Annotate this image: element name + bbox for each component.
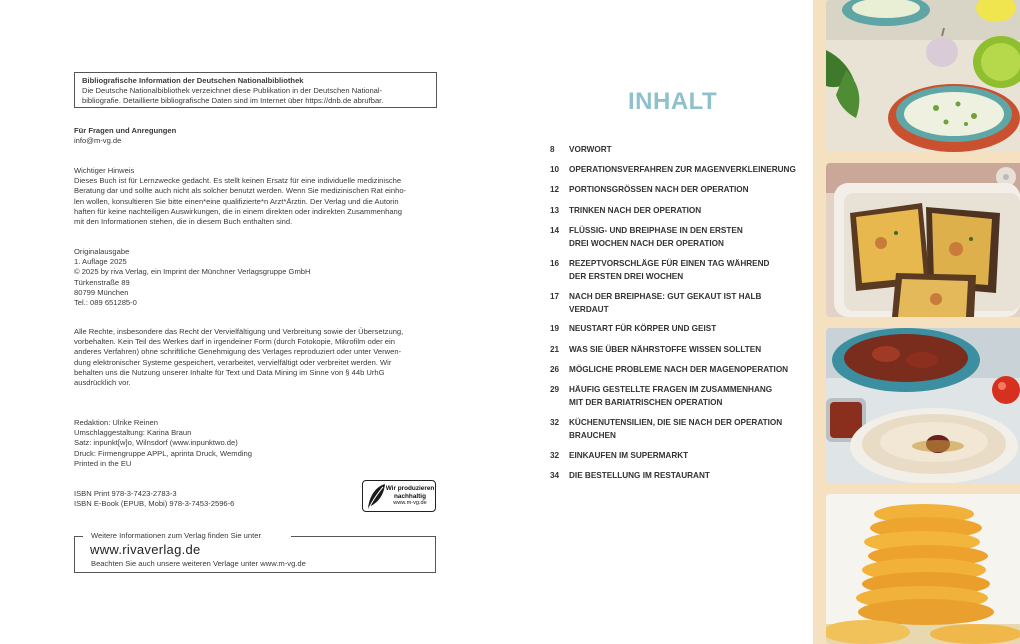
imprint-line: 80799 München: [74, 287, 129, 297]
toc-label: DIE BESTELLUNG IM RESTAURANT: [569, 471, 710, 480]
biblio-heading: Bibliografische Information der Deutschen Nationalbibliothek: [82, 76, 304, 85]
toc-page: 14: [550, 226, 560, 235]
sustainability-badge: [362, 480, 436, 512]
notice-block: [74, 166, 436, 227]
toc-title: INHALT: [628, 88, 718, 115]
notice-line: mit den Informationen stehen, die in diesem Buch enthalten sind.: [74, 217, 293, 227]
publisher-label: Weitere Informationen zum Verlag finden Sie unter: [91, 531, 261, 540]
credits-block: [74, 418, 436, 469]
baked-toast-photo: [826, 163, 1020, 317]
yogurt-dip-photo: [826, 0, 1020, 152]
toc-page: 19: [550, 324, 560, 333]
notice-line: Beratung dar und sollte auch nicht als solcher benutzt werden. Wenn Sie medizinischen Rat einho-: [74, 186, 407, 196]
toc-page: 26: [550, 365, 560, 374]
publisher-url[interactable]: www.rivaverlag.de: [90, 542, 201, 557]
rights-line: behalten uns die Nutzung unserer Inhalte für Text und Data Mining im Sinne von § 44b UrhG: [74, 367, 385, 377]
badge-line: Wir produzieren: [385, 485, 435, 492]
toc-label-cont: DER ERSTEN DREI WOCHEN: [569, 271, 684, 281]
credits-line: Druck: Firmengruppe APPL, aprinta Druck, Wemding: [74, 448, 252, 458]
toc-label: OPERATIONSVERFAHREN ZUR MAGENVERKLEINERUNG: [569, 165, 796, 174]
toc-label-cont: VERDAUT: [569, 304, 609, 314]
toc-label-cont: BRAUCHEN: [569, 430, 616, 440]
notice-line: len wollen, konsultieren Sie bitte einen*eine qualifizierte*n Arzt*Ärztin. Der Verlag und die Autorin: [74, 196, 399, 206]
rights-line: anderes Verfahren) ohne schriftliche Genehmigung des Verlages reproduziert oder unter Verwen-: [74, 347, 402, 357]
toc-label: TRINKEN NACH DER OPERATION: [569, 206, 702, 215]
toc-page: 32: [550, 418, 560, 427]
toc-page: 34: [550, 471, 560, 480]
contact-block: [74, 126, 436, 146]
toc-page: 29: [550, 385, 560, 394]
toc-label: NACH DER BREIPHASE: GUT GEKAUT IST HALB: [569, 292, 762, 301]
toc-label-cont: MIT DER BARIATRISCHEN OPERATION: [569, 397, 723, 407]
rights-block: [74, 327, 436, 388]
toc-page: 8: [550, 145, 555, 154]
toc-label: HÄUFIG GESTELLTE FRAGEN IM ZUSAMMENHANG: [569, 385, 773, 394]
toc-page: 17: [550, 292, 560, 301]
badge-line: nachhaltig: [394, 492, 426, 500]
rights-line: vorbehalten. Kein Teil des Werkes darf in irgendeiner Form (durch Fotokopie, Mikrofilm oder ein: [74, 337, 395, 347]
toc-label: KÜCHENUTENSILIEN, DIE SIE NACH DER OPERATION: [569, 418, 783, 427]
contact-email[interactable]: info@m-vg.de: [74, 136, 122, 146]
biblio-line: bibliografie. Detaillierte bibliografische Daten sind im Internet über https://dnb.de abrufbar.: [82, 96, 384, 106]
toc-label: WAS SIE ÜBER NÄHRSTOFFE WISSEN SOLLTEN: [569, 345, 762, 354]
toc-label: FLÜSSIG- UND BREIPHASE IN DEN ERSTEN: [569, 226, 743, 235]
biblio-box: [74, 72, 437, 108]
badge-url: www.m-vg.de: [393, 500, 427, 507]
contact-heading: Für Fragen und Anregungen: [74, 126, 177, 135]
notice-line: Dieses Buch ist für Lernzwecke gedacht. Es stellt keinen Ersatz für eine individuelle medizinische: [74, 176, 402, 186]
rights-line: Alle Rechte, insbesondere das Recht der Vervielfältigung und Verbreitung sowie der Übersetzung,: [74, 327, 404, 336]
imprint-line: © 2025 by riva Verlag, ein Imprint der Münchner Verlagsgruppe GmbH: [74, 267, 311, 277]
notice-heading: Wichtiger Hinweis: [74, 166, 135, 175]
imprint-line: Originalausgabe: [74, 247, 130, 256]
imprint-line: 1. Auflage 2025: [74, 257, 127, 267]
publisher-footer: Beachten Sie auch unsere weiteren Verlage unter www.m-vg.de: [91, 559, 306, 568]
toc-page: 21: [550, 345, 560, 354]
isbn-print: ISBN Print 978-3-7423-2783-3: [74, 489, 177, 498]
toc-page: 16: [550, 259, 560, 268]
credits-line: Redaktion: Ulrike Reinen: [74, 418, 158, 427]
imprint-line: Tel.: 089 651285-0: [74, 298, 137, 308]
toc-label: VORWORT: [569, 145, 612, 154]
toc-page: 10: [550, 165, 560, 174]
toc-page: 12: [550, 185, 560, 194]
toc-label-cont: DREI WOCHEN NACH DER OPERATION: [569, 238, 724, 248]
toc-label: NEUSTART FÜR KÖRPER UND GEIST: [569, 324, 717, 333]
toc-label: MÖGLICHE PROBLEME NACH DER MAGENOPERATION: [569, 365, 789, 374]
toc-page: 13: [550, 206, 560, 215]
toc-label: EINKAUFEN IM SUPERMARKT: [569, 451, 689, 460]
credits-line: Umschlaggestaltung: Karina Braun: [74, 428, 192, 438]
credits-line: Printed in the EU: [74, 458, 132, 468]
toc-label: PORTIONSGRÖSSEN NACH DER OPERATION: [569, 185, 749, 194]
notice-line: haften für keine nachteiligen Auswirkungen, die in einem direkten oder indirekten Zusammenhang: [74, 206, 402, 216]
rights-line: ausdrücklich vor.: [74, 378, 131, 388]
rights-line: dung elektronischer Systeme gespeichert, verarbeitet, vervielfältigt oder verbreitet werden. Wir: [74, 357, 392, 367]
cheese-crisps-photo: [826, 494, 1020, 644]
isbn-ebook: ISBN E-Book (EPUB, Mobi) 978-3-7453-2596-6: [74, 499, 235, 509]
imprint-line: Türkenstraße 89: [74, 277, 130, 287]
toc-label: REZEPTVORSCHLÄGE FÜR EINEN TAG WÄHREND: [569, 259, 770, 268]
imprint-block: [74, 247, 436, 308]
publisher-box: [74, 531, 436, 573]
hummus-dip-photo: [826, 328, 1020, 483]
toc-page: 32: [550, 451, 560, 460]
isbn-block: [74, 489, 334, 509]
credits-line: Satz: inpunkt[w]o, Wilnsdorf (www.inpunktwo.de): [74, 438, 238, 448]
biblio-line: Die Deutsche Nationalbibliothek verzeichnet diese Publikation in der Deutschen National-: [82, 86, 383, 96]
